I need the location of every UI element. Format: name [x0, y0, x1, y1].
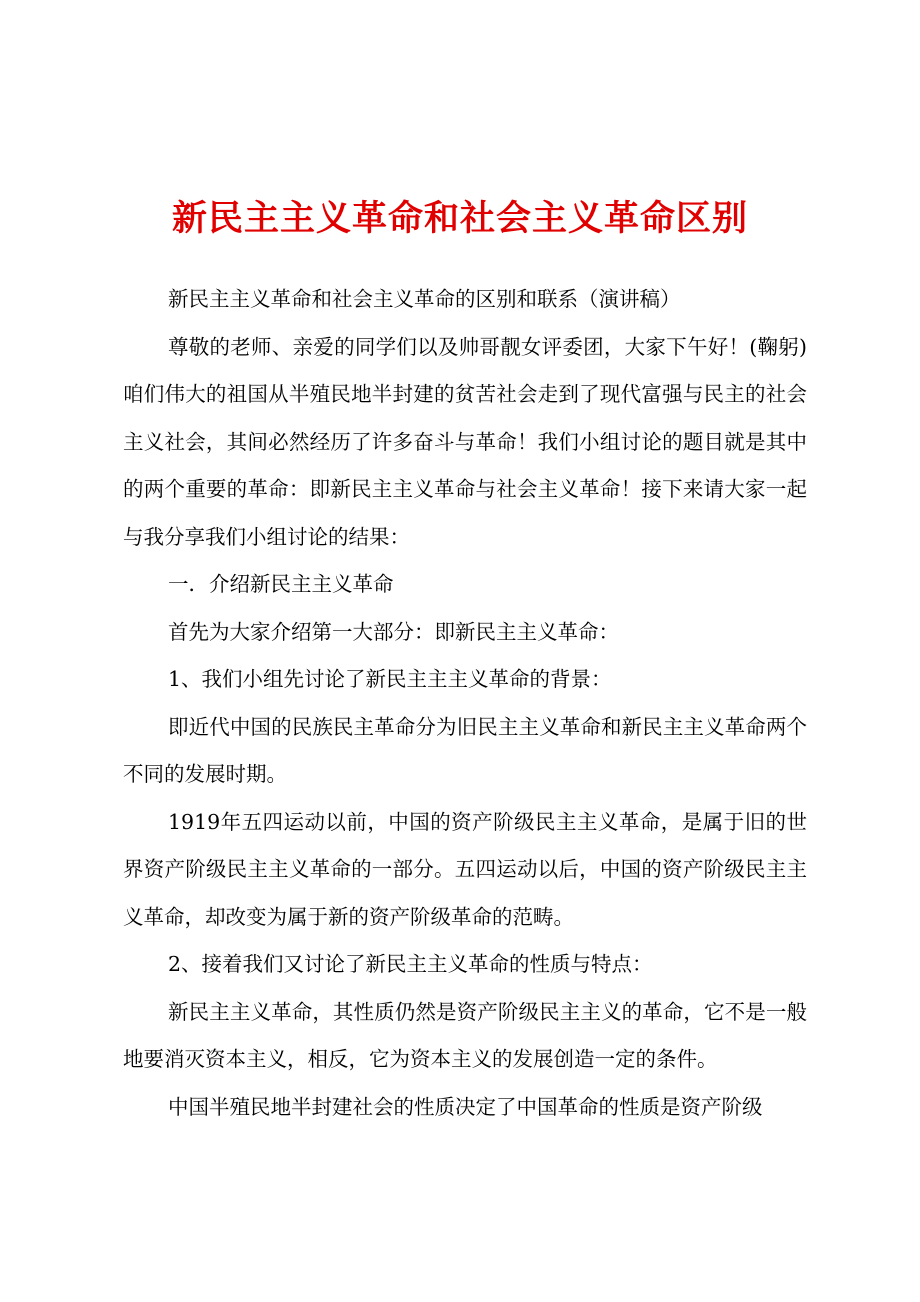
- body-paragraph: 即近代中国的民族民主革命分为旧民主主义革命和新民主主义革命两个不同的发展时期。: [123, 714, 807, 786]
- subtitle-paragraph: 新民主主义革命和社会主义革命的区别和联系（演讲稿）: [168, 287, 681, 311]
- greeting-paragraph: 尊敬的老师、亲爱的同学们以及帅哥靓女评委团，大家下午好！(鞠躬)咱们伟大的祖国从半殖民地半封建的贫苦社会走到了现代富强与民主的社会主义社会，其间必然经历了许多奋斗与革命！我们小组讨论的题目就是其中的两个重要的革命：即新民主主义革命与社会主义革命！接下来请大家一起与我分享我们小组讨论的结果：: [123, 334, 807, 549]
- document-title: 新民主主义革命和社会主义革命区别: [171, 198, 748, 239]
- numbered-heading: 1、我们小组先讨论了新民主主主义革命的背景：: [168, 667, 612, 691]
- body-paragraph: 1919年五四运动以前，中国的资产阶级民主主义革命，是属于旧的世界资产阶级民主主义革命的一部分。五四运动以后，中国的资产阶级民主主义革命，却改变为属于新的资产阶级革命的范畴。: [123, 809, 807, 929]
- numbered-heading: 2、接着我们又讨论了新民主主义革命的性质与特点：: [168, 952, 653, 976]
- body-paragraph: 中国半殖民地半封建社会的性质决定了中国革命的性质是资产阶级: [168, 1094, 763, 1119]
- body-paragraph: 首先为大家介绍第一大部分：即新民主主义革命：: [168, 619, 619, 644]
- section-heading: 一．介绍新民主主义革命: [168, 572, 394, 596]
- body-paragraph: 新民主主义革命，其性质仍然是资产阶级民主主义的革命，它不是一般地要消灭资本主义，相反，它为资本主义的发展创造一定的条件。: [123, 999, 807, 1071]
- document-body: [123, 276, 807, 1131]
